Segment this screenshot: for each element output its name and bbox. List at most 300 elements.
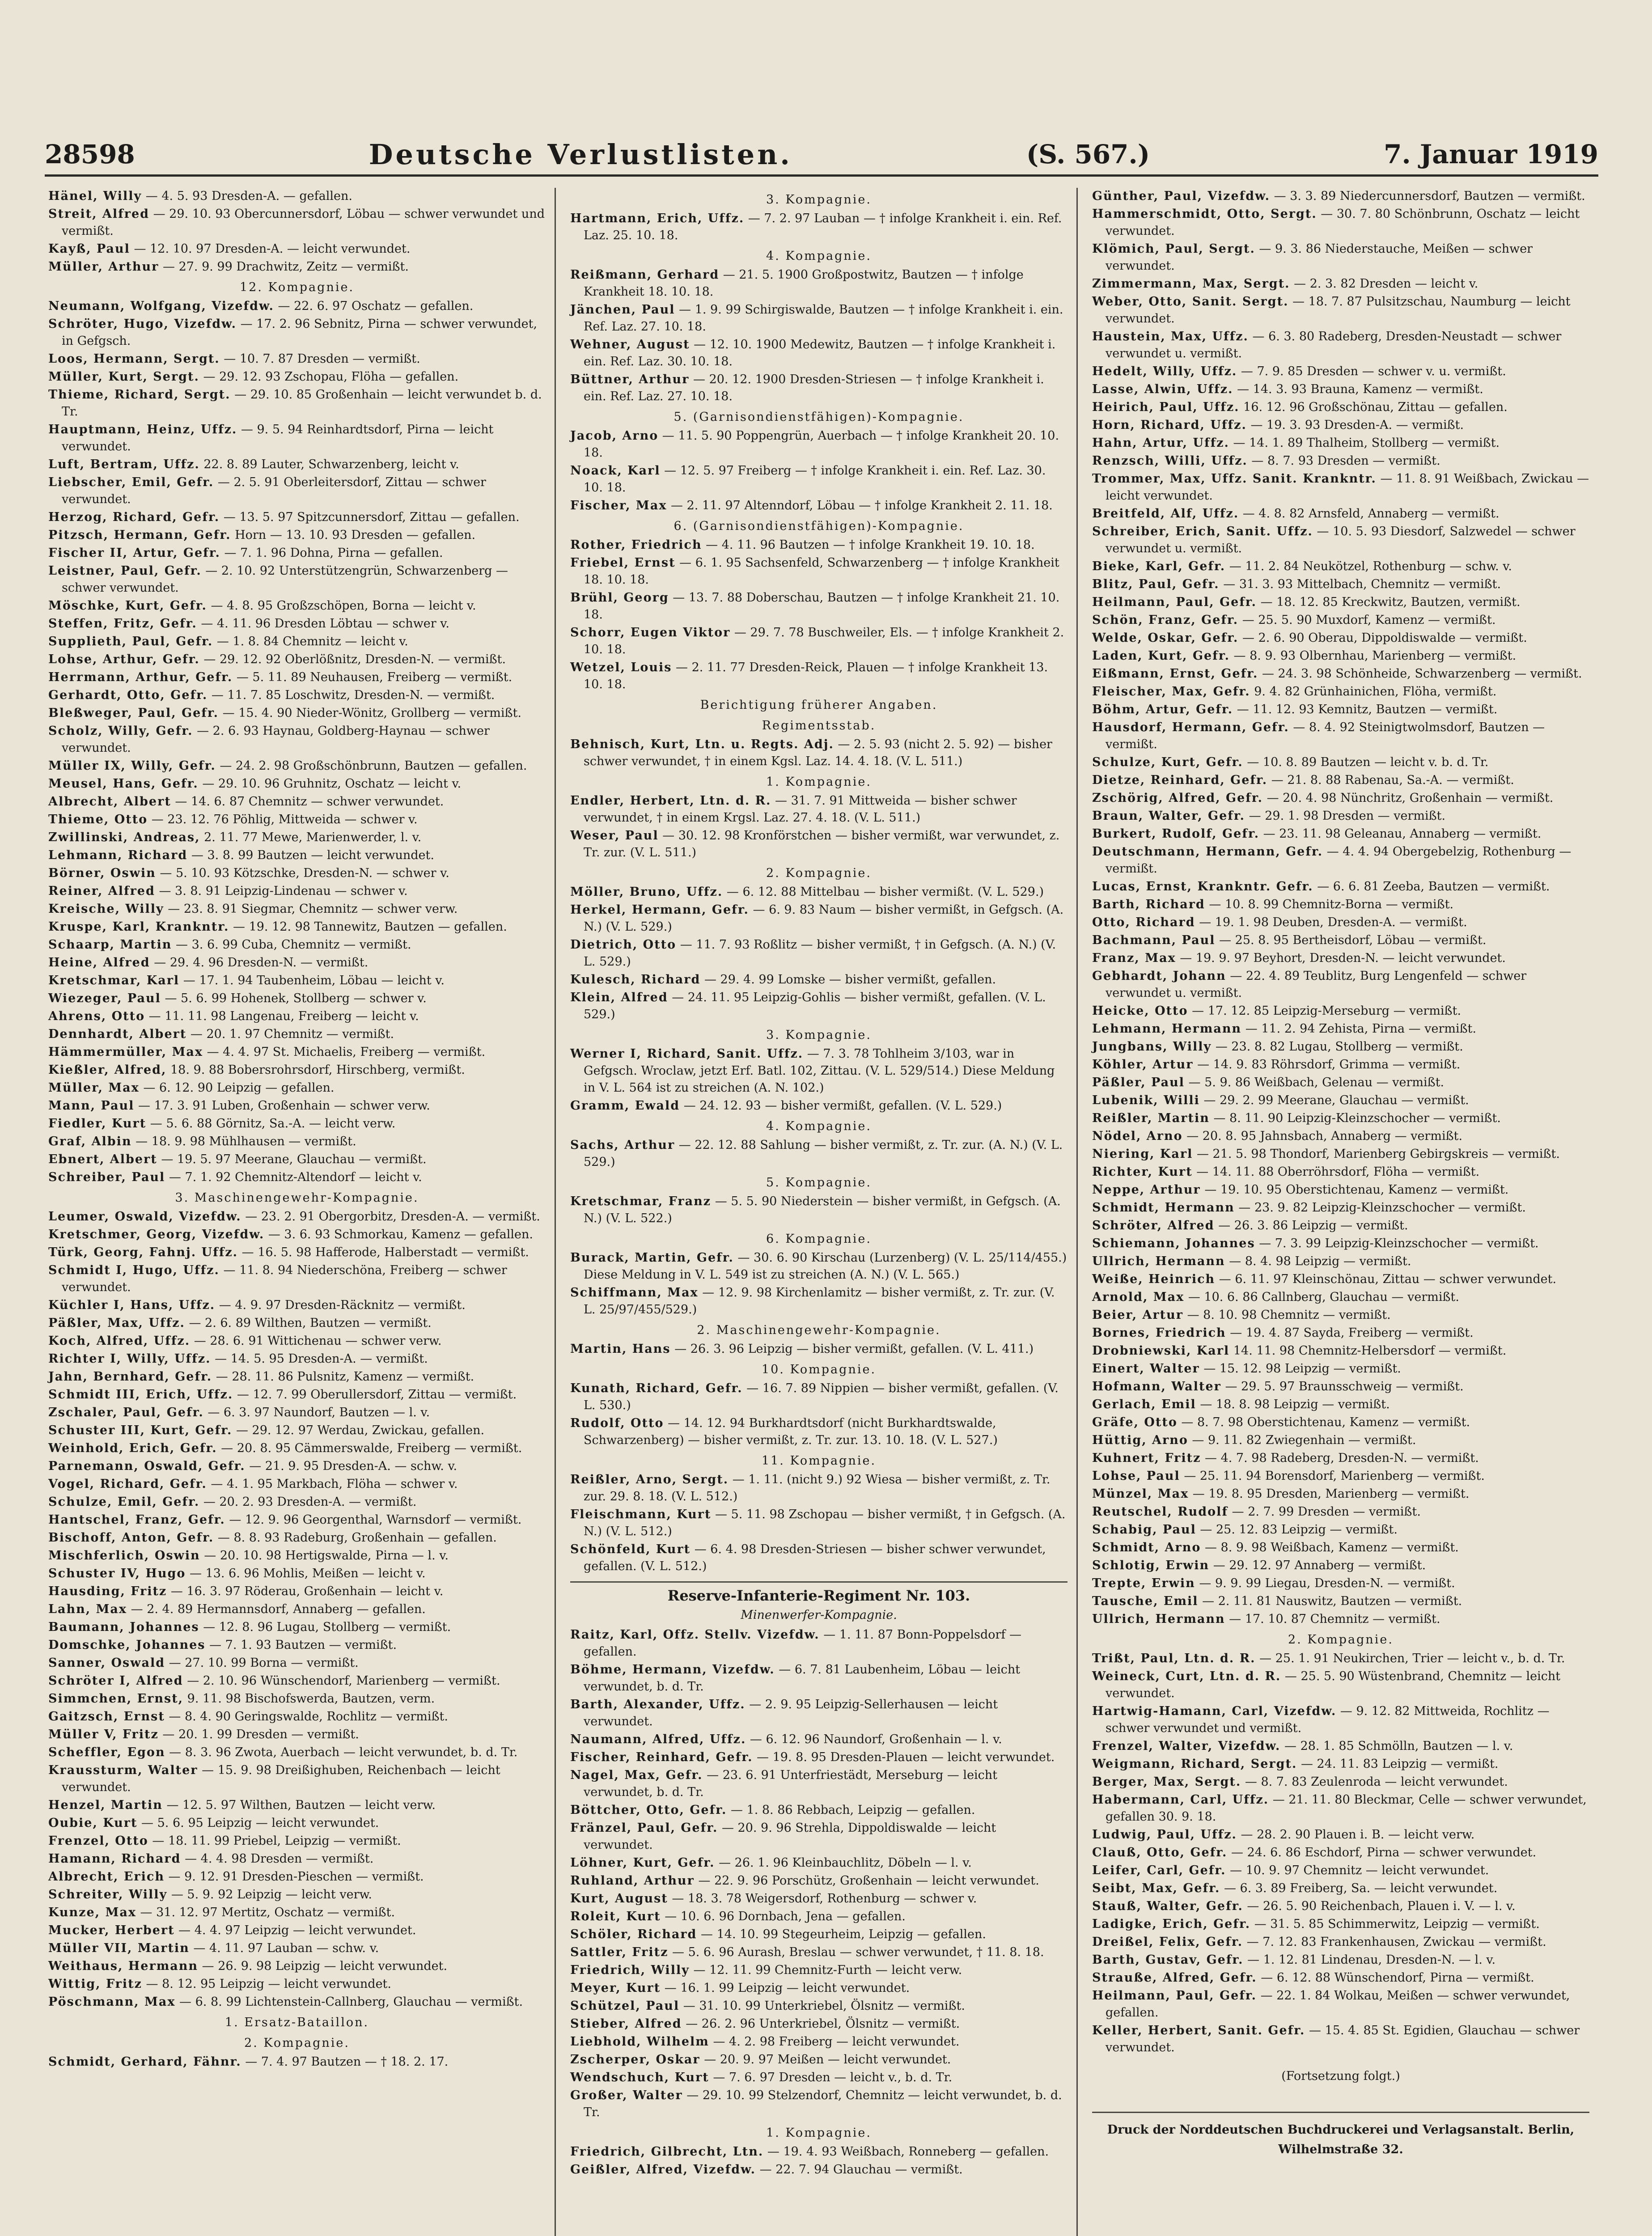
casualty-entry	[48, 1404, 546, 1421]
casualty-name: Schabig, Paul	[1092, 1523, 1196, 1537]
casualty-details: — 2. 4. 89 Hermannsdorf, Annaberg — gefallen.	[127, 1602, 426, 1616]
unit-heading: 11. Kompagnie.	[761, 1454, 877, 1468]
casualty-name: Sattler, Fritz	[570, 1945, 669, 1959]
casualty-entry	[1092, 826, 1589, 843]
casualty-details: — 29. 5. 97 Braunsschweig — vermißt.	[1221, 1380, 1464, 1393]
casualty-name: Richter I, Willy, Uffz.	[48, 1352, 211, 1366]
casualty-details: — 12. 5. 97 Freiberg — † infolge Krankheit i. ein. Ref. Laz. 30. 10. 18.	[584, 464, 1046, 495]
casualty-entry	[48, 597, 546, 614]
casualty-name: Hantschel, Franz, Gefr.	[48, 1513, 225, 1527]
casualty-details: — 20. 8. 95 Jahnsbach, Annaberg — vermißt.	[1182, 1129, 1463, 1143]
casualty-name: Kuhnert, Fritz	[1092, 1451, 1201, 1465]
casualty-name: Herkel, Hermann, Gefr.	[570, 903, 749, 917]
casualty-entry	[570, 736, 1067, 770]
column-2	[567, 188, 1078, 2236]
casualty-details: — 5. 6. 96 Aurash, Breslau — schwer verwundet, † 11. 8. 18.	[668, 1945, 1044, 1959]
casualty-entry	[570, 1944, 1067, 1961]
casualty-entry	[1092, 1916, 1589, 1933]
casualty-name: Franz, Max	[1092, 951, 1176, 965]
casualty-entry	[48, 1851, 546, 1868]
casualty-entry	[48, 1244, 546, 1261]
casualty-details: — 29. 10. 93 Obercunnersdorf, Löbau — schwer verwundet und vermißt.	[62, 207, 545, 238]
casualty-entry	[570, 537, 1067, 554]
casualty-details: — 28. 1. 85 Schmölln, Bautzen — l. v.	[1280, 1739, 1513, 1753]
casualty-details: — 21. 5. 98 Thondorf, Marienberg Gebirgskreis — vermißt.	[1193, 1147, 1560, 1161]
casualty-name: Behnisch, Kurt, Ltn. u. Regts. Adj.	[570, 737, 834, 751]
casualty-entry	[1092, 843, 1589, 877]
casualty-details: — 11. 2. 94 Zehista, Pirna — vermißt.	[1241, 1022, 1477, 1036]
casualty-entry	[48, 1476, 546, 1493]
casualty-entry	[48, 723, 546, 757]
casualty-name: Clauß, Otto, Gefr.	[1092, 1846, 1228, 1859]
casualty-entry	[570, 1046, 1067, 1097]
casualty-name: Reißler, Martin	[1092, 1111, 1210, 1125]
casualty-name: Ruhland, Arthur	[570, 1874, 695, 1888]
casualty-entry	[570, 659, 1067, 693]
casualty-entry	[1092, 275, 1589, 292]
casualty-details: — 22. 9. 96 Porschütz, Großenhain — leicht verwundet.	[694, 1874, 1039, 1888]
casualty-entry	[1092, 1360, 1589, 1377]
casualty-details: — 2. 11. 81 Nauswitz, Bautzen — vermißt.	[1198, 1594, 1462, 1608]
unit-heading: 2. Kompagnie.	[1288, 1633, 1394, 1647]
casualty-name: Bachmann, Paul	[1092, 933, 1216, 947]
casualty-details: — 26. 3. 96 Leipzig — bisher vermißt, gefallen. (V. L. 411.)	[670, 1342, 1034, 1356]
casualty-name: Parnemann, Oswald, Gefr.	[48, 1459, 246, 1473]
casualty-name: Kunath, Richard, Gefr.	[570, 1381, 743, 1395]
casualty-name: Hartwig-Hamann, Carl, Vizefdw.	[1092, 1704, 1337, 1718]
casualty-details: — 20. 9. 96 Strehla, Dippoldiswalde — leicht verwundet.	[584, 1821, 996, 1852]
casualty-name: Baumann, Johannes	[48, 1620, 199, 1634]
casualty-details: — 25. 11. 94 Borensdorf, Marienberg — vermißt.	[1180, 1469, 1485, 1483]
casualty-details: — 16. 3. 97 Röderau, Großenhain — leicht v.	[167, 1584, 444, 1598]
casualty-name: Lubenik, Willi	[1092, 1093, 1200, 1107]
casualty-details: — 24. 3. 98 Schönheide, Schwarzenberg — vermißt.	[1258, 667, 1582, 681]
casualty-name: Sachs, Arthur	[570, 1138, 675, 1152]
casualty-details: — 4. 11. 96 Bautzen — † infolge Krankheit 19. 10. 18.	[702, 538, 1035, 552]
casualty-details: — 28. 6. 91 Wittichenau — schwer verw.	[190, 1334, 442, 1348]
casualty-details: — 6. 1. 95 Sachsenfeld, Schwarzenberg — † infolge Krankheit 18. 10. 18.	[584, 556, 1059, 587]
text-columns	[45, 188, 1598, 2236]
casualty-details: — 12. 10. 97 Dresden-A. — leicht verwundet.	[130, 242, 411, 256]
casualty-entry	[48, 386, 546, 420]
casualty-details: — 2. 10. 92 Unterstützengrün, Schwarzenberg — schwer verwundet.	[62, 564, 508, 595]
casualty-entry	[1092, 1521, 1589, 1538]
casualty-entry	[1092, 1199, 1589, 1216]
casualty-details: — 5. 11. 89 Neuhausen, Freiberg — vermißt.	[233, 670, 513, 684]
casualty-entry	[1092, 1289, 1589, 1306]
casualty-entry	[48, 1368, 546, 1385]
casualty-entry	[48, 1097, 546, 1114]
casualty-entry	[570, 1284, 1067, 1318]
casualty-details: — 11. 11. 98 Langenau, Freiberg — leicht v.	[145, 1009, 419, 1023]
casualty-entry	[570, 336, 1067, 370]
casualty-name: Naumann, Alfred, Uffz.	[570, 1732, 746, 1746]
casualty-details: — 19. 8. 95 Dresden, Marienberg — vermißt.	[1189, 1487, 1470, 1501]
casualty-details: — 12. 9. 98 Kirchenlamitz — bisher vermißt, z. Tr. zur. (V. L. 25/97/455/529.)	[584, 1286, 1055, 1317]
casualty-name: Schuster IV, Hugo	[48, 1567, 186, 1580]
casualty-entry	[1092, 896, 1589, 913]
casualty-details: — 26. 9. 98 Leipzig — leicht verwundet.	[198, 1959, 448, 1973]
casualty-name: Arnold, Max	[1092, 1290, 1185, 1304]
casualty-details: — 16. 5. 98 Hafferode, Halberstadt — vermißt.	[238, 1245, 529, 1259]
casualty-entry	[1092, 328, 1589, 362]
casualty-name: Heine, Alfred	[48, 956, 150, 970]
casualty-details: 16. 12. 96 Großschönau, Zittau — gefallen.	[1239, 400, 1508, 414]
casualty-details: — 27. 9. 99 Drachwitz, Zeitz — vermißt.	[159, 260, 409, 274]
unit-heading: 5. (Garnisondienstfähigen)-Kompagnie.	[674, 410, 964, 424]
casualty-entry	[48, 1797, 546, 1814]
column-1	[45, 188, 556, 2236]
page-number: 28598	[45, 139, 135, 169]
casualty-entry	[48, 206, 546, 240]
casualty-details: — 18. 12. 85 Kreckwitz, Bautzen, vermißt.	[1257, 595, 1521, 609]
casualty-details: — 11. 5. 90 Poppengrün, Auerbach — † infolge Krankheit 20. 10. 18.	[584, 429, 1059, 460]
casualty-details: — 7. 1. 92 Chemnitz-Altendorf — leicht v.	[165, 1170, 422, 1184]
casualty-entry	[570, 1767, 1067, 1801]
casualty-entry	[570, 1926, 1067, 1943]
casualty-details: — 20. 12. 1900 Dresden-Striesen — † infolge Krankheit i. ein. Ref. Laz. 27. 10. 18.	[584, 373, 1044, 403]
casualty-name: Dennhardt, Albert	[48, 1027, 187, 1041]
casualty-name: Schaarp, Martin	[48, 938, 172, 952]
casualty-entry	[570, 827, 1067, 861]
casualty-entry	[48, 1333, 546, 1350]
unit-heading: Regimentsstab.	[762, 719, 876, 733]
casualty-entry	[48, 1494, 546, 1511]
casualty-name: Sanner, Oswald	[48, 1656, 165, 1670]
casualty-name: Ullrich, Hermann	[1092, 1254, 1225, 1268]
unit-heading: 6. (Garnisondienstfähigen)-Kompagnie.	[674, 519, 964, 533]
casualty-entry	[48, 1208, 546, 1225]
unit-heading: 2. Kompagnie.	[766, 866, 872, 880]
casualty-name: Klömich, Paul, Sergt.	[1092, 242, 1255, 256]
casualty-name: Schmidt III, Erich, Uffz.	[48, 1388, 233, 1402]
casualty-name: Fischer II, Artur, Gefr.	[48, 546, 220, 560]
casualty-entry	[1092, 293, 1589, 327]
casualty-details: — 6. 12. 88 Mittelbau — bisher vermißt. (V. L. 529.)	[723, 885, 1044, 899]
casualty-details: — 1. 8. 84 Chemnitz — leicht v.	[213, 635, 408, 648]
casualty-entry	[570, 267, 1067, 301]
casualty-name: Noack, Karl	[570, 464, 661, 478]
casualty-name: Trommer, Max, Uffz. Sanit. Krankntr.	[1092, 472, 1377, 486]
casualty-name: Kruspe, Karl, Krankntr.	[48, 920, 229, 934]
casualty-entry	[48, 847, 546, 864]
casualty-details: — 7. 9. 85 Dresden — schwer v. u. vermißt.	[1237, 364, 1506, 378]
casualty-name: Horn, Richard, Uffz.	[1092, 418, 1247, 432]
unit-heading: 10. Kompagnie.	[761, 1363, 877, 1376]
casualty-details: — 21. 11. 80 Bleckmar, Celle — schwer verwundet, gefallen 30. 9. 18.	[1106, 1793, 1587, 1824]
casualty-entry	[570, 2069, 1067, 2086]
casualty-entry	[1092, 1668, 1589, 1702]
casualty-entry	[48, 1262, 546, 1296]
casualty-details: — 27. 10. 99 Borna — vermißt.	[165, 1656, 359, 1670]
casualty-entry	[48, 775, 546, 792]
casualty-entry	[570, 1415, 1067, 1449]
casualty-entry	[48, 1008, 546, 1025]
casualty-details: — 2. 9. 95 Leipzig-Sellerhausen — leicht verwundet.	[584, 1698, 998, 1728]
casualty-entry	[1092, 1003, 1589, 1020]
casualty-entry	[48, 1922, 546, 1939]
casualty-entry	[1092, 1880, 1589, 1897]
casualty-entry	[48, 1422, 546, 1439]
casualty-entry	[1092, 1056, 1589, 1073]
casualty-details: — 1. 8. 86 Rebbach, Leipzig — gefallen.	[727, 1803, 975, 1817]
casualty-details: — 2. 5. 93 (nicht 2. 5. 92) — bisher schwer verwundet, † in einem Kgsl. Laz. 14. 4. 18. (V. L. 511.)	[584, 737, 1052, 768]
casualty-entry	[1092, 594, 1589, 611]
casualty-details: — 19. 10. 95 Oberstichtenau, Kamenz — vermißt.	[1200, 1183, 1509, 1197]
casualty-details: — 26. 3. 86 Leipzig — vermißt.	[1214, 1219, 1408, 1232]
casualty-name: Breitfeld, Alf, Uffz.	[1092, 507, 1239, 521]
casualty-entry	[48, 1297, 546, 1314]
casualty-details: — 15. 9. 98 Dreißighuben, Reichenbach — leicht verwundet.	[62, 1763, 500, 1794]
casualty-name: Otto, Richard	[1092, 915, 1195, 929]
casualty-details: — 29. 12. 93 Zschopau, Flöha — gefallen.	[199, 370, 459, 384]
casualty-entry	[48, 1744, 546, 1761]
casualty-details: — 19. 9. 97 Beyhort, Dresden-N. — leicht verwundet.	[1176, 951, 1506, 965]
casualty-details: — 2. 5. 91 Oberleitersdorf, Zittau — schwer verwundet.	[62, 475, 486, 506]
casualty-name: Hausding, Fritz	[48, 1584, 167, 1598]
casualty-entry	[48, 633, 546, 650]
casualty-details: 22. 8. 89 Lauter, Schwarzenberg, leicht v.	[199, 457, 459, 471]
casualty-entry	[48, 1994, 546, 2011]
casualty-entry	[1092, 1021, 1589, 1038]
casualty-entry	[570, 989, 1067, 1023]
casualty-entry	[570, 1749, 1067, 1766]
casualty-details: — 22. 7. 94 Glauchau — vermißt.	[756, 2163, 963, 2177]
company-subheading: Minenwerfer-Kompagnie.	[741, 1608, 897, 1622]
casualty-entry	[1092, 808, 1589, 825]
unit-heading: 3. Kompagnie.	[766, 1028, 872, 1042]
casualty-details: — 31. 12. 97 Mertitz, Oschatz — vermißt.	[136, 1906, 395, 1919]
casualty-name: Lahn, Max	[48, 1602, 127, 1616]
casualty-details: — 24. 12. 93 — bisher vermißt, gefallen. (V. L. 529.)	[680, 1099, 1002, 1113]
casualty-details: — 7. 1. 96 Dohna, Pirna — gefallen.	[220, 546, 443, 560]
casualty-entry	[48, 883, 546, 900]
casualty-entry	[1092, 1934, 1589, 1951]
casualty-details: — 8. 4. 92 Steinigtwolmsdorf, Bautzen — vermißt.	[1106, 720, 1545, 751]
casualty-name: Kunze, Max	[48, 1906, 136, 1919]
casualty-details: — 4. 7. 98 Radeberg, Dresden-N. — vermißt.	[1201, 1451, 1479, 1465]
casualty-details: — 28. 11. 86 Pulsnitz, Kamenz — vermißt.	[212, 1370, 474, 1384]
casualty-entry	[48, 545, 546, 562]
casualty-details: — 4. 8. 82 Arnsfeld, Annaberg — vermißt.	[1239, 507, 1500, 521]
casualty-name: Frenzel, Walter, Vizefdw.	[1092, 1739, 1281, 1753]
casualty-name: Hämmermüller, Max	[48, 1045, 203, 1059]
casualty-entry	[570, 1341, 1067, 1358]
casualty-entry	[48, 1062, 546, 1079]
casualty-name: Lohse, Arthur, Gefr.	[48, 652, 200, 666]
column-3	[1089, 188, 1598, 2236]
casualty-entry	[1092, 1898, 1589, 1915]
casualty-name: Ahrens, Otto	[48, 1009, 145, 1023]
casualty-name: Dietze, Reinhard, Gefr.	[1092, 773, 1268, 787]
casualty-name: Schiemann, Johannes	[1092, 1237, 1255, 1250]
casualty-details: — 12. 7. 99 Oberullersdorf, Zittau — vermißt.	[233, 1388, 517, 1402]
casualty-details: — 4. 9. 97 Dresden-Räcknitz — vermißt.	[215, 1298, 466, 1312]
casualty-name: Weiße, Heinrich	[1092, 1272, 1216, 1286]
casualty-details: — 29. 12. 92 Oberlößnitz, Dresden-N. — vermißt.	[199, 652, 506, 666]
casualty-name: Kretschmer, Georg, Vizefdw.	[48, 1228, 265, 1241]
casualty-name: Neumann, Wolfgang, Vizefdw.	[48, 299, 274, 313]
casualty-entry	[570, 2051, 1067, 2068]
casualty-name: Ludwig, Paul, Uffz.	[1092, 1828, 1237, 1842]
casualty-entry	[48, 1026, 546, 1043]
casualty-details: — 1. 9. 99 Schirgiswalde, Bautzen — † infolge Krankheit i. ein. Ref. Laz. 27. 10. 18.	[584, 303, 1063, 334]
casualty-details: — 29. 10. 96 Gruhnitz, Oschatz — leicht v.	[198, 777, 462, 791]
casualty-details: — 21. 5. 1900 Großpostwitz, Bautzen — † infolge Krankheit 18. 10. 18.	[584, 268, 1024, 299]
casualty-details: — 9. 11. 82 Zwiegenhain — vermißt.	[1188, 1433, 1416, 1447]
casualty-name: Trepte, Erwin	[1092, 1576, 1195, 1590]
casualty-entry	[1092, 1164, 1589, 1181]
casualty-entry	[1092, 1844, 1589, 1861]
casualty-name: Müller, Kurt, Sergt.	[48, 370, 199, 384]
casualty-name: Leumer, Oswald, Vizefdw.	[48, 1210, 241, 1224]
casualty-entry	[570, 2143, 1067, 2160]
casualty-details: — 23. 12. 76 Pöhlig, Mittweida — schwer v.	[148, 813, 418, 826]
casualty-name: Nagel, Max, Gefr.	[570, 1768, 703, 1782]
casualty-details: — 14. 10. 99 Stegeurheim, Leipzig — gefallen.	[697, 1927, 986, 1941]
casualty-details: — 13. 5. 97 Spitzcunnersdorf, Zittau — gefallen.	[220, 510, 520, 524]
unit-heading: Berichtigung früherer Angaben.	[700, 698, 938, 712]
casualty-entry	[1092, 1342, 1589, 1359]
casualty-details: — 8. 7. 83 Zeulenroda — leicht verwundet.	[1241, 1775, 1508, 1789]
casualty-details: — 7. 3. 99 Leipzig-Kleinzschocher — vermißt.	[1255, 1237, 1539, 1250]
casualty-name: Türk, Georg, Fahnj. Uffz.	[48, 1245, 238, 1259]
casualty-entry	[570, 555, 1067, 589]
casualty-details: — 4. 2. 98 Freiberg — leicht verwundet.	[709, 2035, 960, 2049]
casualty-entry	[48, 456, 546, 473]
casualty-entry	[48, 509, 546, 526]
casualty-entry	[1092, 1038, 1589, 1055]
casualty-details: — 23. 11. 98 Geleanau, Annaberg — vermißt.	[1259, 827, 1542, 841]
casualty-name: Mucker, Herbert	[48, 1923, 175, 1937]
casualty-details: — 2. 6. 90 Oberau, Dippoldiswalde — vermißt.	[1238, 631, 1527, 645]
casualty-name: Strauße, Alfred, Gefr.	[1092, 1971, 1257, 1985]
unit-heading: 2. Kompagnie.	[244, 2036, 350, 2050]
casualty-name: Friedrich, Willy	[570, 1963, 690, 1977]
casualty-details: — 7. 6. 97 Dresden — leicht v., b. d. Tr.	[709, 2071, 953, 2084]
casualty-details: — 19. 1. 98 Deuben, Dresden-A. — vermißt.	[1195, 915, 1467, 929]
casualty-entry	[570, 1908, 1067, 1925]
casualty-details: — 8. 3. 96 Zwota, Auerbach — leicht verwundet, b. d. Tr.	[165, 1745, 518, 1759]
casualty-details: — 12. 5. 97 Wilthen, Bautzen — leicht verw.	[162, 1798, 436, 1812]
casualty-details: — 21. 8. 88 Rabenau, Sa.-A. — vermißt.	[1267, 773, 1514, 787]
casualty-entry	[570, 1471, 1067, 1505]
casualty-entry	[1092, 630, 1589, 647]
casualty-entry	[570, 971, 1067, 988]
casualty-entry	[1092, 1182, 1589, 1198]
casualty-name: Graf, Albin	[48, 1135, 132, 1148]
casualty-entry	[1092, 968, 1589, 1002]
printer-imprint: Druck der Norddeutschen Buchdruckerei und Verlagsanstalt. Berlin, Wilhelmstraße 32.	[1092, 2112, 1589, 2160]
casualty-details: — 5. 5. 90 Niederstein — bisher vermißt, in Gefgsch. (A. N.) (V. L. 522.)	[584, 1194, 1061, 1225]
casualty-details: — 24. 2. 98 Großschönbrunn, Bautzen — gefallen.	[216, 759, 527, 773]
casualty-details: — 17. 1. 94 Taubenheim, Löbau — leicht v.	[179, 974, 445, 987]
casualty-details: — 12. 10. 1900 Medewitz, Bautzen — † infolge Krankheit i. ein. Ref. Laz. 30. 10. 18.	[584, 338, 1056, 368]
casualty-entry	[48, 1868, 546, 1885]
casualty-entry	[1092, 1074, 1589, 1091]
casualty-details: — 23. 6. 91 Unterfriestädt, Merseburg — leicht verwundet, b. d. Tr.	[584, 1768, 998, 1799]
casualty-details: — 7. 1. 93 Bautzen — vermißt.	[205, 1638, 397, 1652]
casualty-entry	[1092, 381, 1589, 398]
casualty-entry	[570, 1541, 1067, 1575]
casualty-details: — 6. 12. 90 Leipzig — gefallen.	[139, 1081, 335, 1095]
casualty-entry	[1092, 719, 1589, 753]
unit-heading: 1. Kompagnie.	[766, 775, 872, 789]
casualty-name: Friebel, Ernst	[570, 556, 676, 570]
casualty-entry	[48, 563, 546, 597]
casualty-details: — 6. 8. 99 Lichtenstein-Callnberg, Glauchau — vermißt.	[175, 1995, 523, 2009]
casualty-entry	[1092, 1307, 1589, 1324]
casualty-name: Steffen, Fritz, Gefr.	[48, 617, 197, 631]
casualty-entry	[1092, 2022, 1589, 2056]
casualty-details: 18. 9. 88 Bobersrohrsdorf, Hirschberg, vermißt.	[166, 1063, 465, 1077]
casualty-details: — 17. 10. 87 Chemnitz — vermißt.	[1225, 1612, 1440, 1626]
casualty-name: Ebnert, Albert	[48, 1152, 157, 1166]
casualty-details: — 1. 11. (nicht 9.) 92 Wiesa — bisher vermißt, z. Tr. zur. 29. 8. 18. (V. L. 512.)	[584, 1473, 1051, 1503]
casualty-details: — 17. 2. 96 Sebnitz, Pirna — schwer verwundet, in Gefgsch.	[62, 317, 538, 348]
casualty-details: — 5. 6. 88 Görnitz, Sa.-A. — leicht verw.	[146, 1117, 396, 1131]
casualty-entry	[48, 1351, 546, 1368]
casualty-name: Gerlach, Emil	[1092, 1398, 1196, 1411]
casualty-name: Barth, Richard	[1092, 898, 1205, 911]
casualty-entry	[1092, 241, 1589, 275]
casualty-entry	[1092, 1432, 1589, 1449]
casualty-name: Martin, Hans	[570, 1342, 671, 1356]
casualty-name: Schmidt I, Hugo, Uffz.	[48, 1263, 220, 1277]
casualty-name: Albrecht, Erich	[48, 1870, 165, 1884]
casualty-name: Meusel, Hans, Gefr.	[48, 777, 199, 791]
unit-heading: 5. Kompagnie.	[766, 1176, 872, 1190]
casualty-name: Liebhold, Wilhelm	[570, 2035, 709, 2049]
casualty-name: Ladigke, Erich, Gefr.	[1092, 1917, 1251, 1931]
casualty-details: — 28. 2. 90 Plauen i. B. — leicht verw.	[1237, 1828, 1475, 1842]
casualty-name: Loos, Hermann, Sergt.	[48, 352, 220, 366]
casualty-name: Kretschmar, Franz	[570, 1194, 712, 1208]
casualty-entry	[48, 1226, 546, 1243]
casualty-name: Hofmann, Walter	[1092, 1380, 1221, 1393]
casualty-name: Hausdorf, Hermann, Gefr.	[1092, 720, 1289, 734]
casualty-name: Albrecht, Albert	[48, 795, 171, 809]
casualty-name: Hauptmann, Heinz, Uffz.	[48, 423, 237, 436]
casualty-name: Endler, Herbert, Ltn. d. R.	[570, 794, 771, 808]
casualty-details: — 29. 10. 99 Stelzendorf, Chemnitz — leicht verwundet, b. d. Tr.	[584, 2088, 1062, 2119]
casualty-details: — 10. 8. 89 Bautzen — leicht v. b. d. Tr.	[1243, 755, 1489, 769]
casualty-name: Bornes, Friedrich	[1092, 1326, 1226, 1340]
casualty-details: — 14. 9. 83 Röhrsdorf, Grimma — vermißt.	[1193, 1058, 1461, 1071]
casualty-entry	[570, 1980, 1067, 1997]
casualty-entry	[1092, 1110, 1589, 1127]
casualty-details: — 15. 12. 98 Leipzig — vermißt.	[1199, 1362, 1401, 1376]
casualty-entry	[570, 210, 1067, 244]
casualty-details: — 24. 6. 86 Eschdorf, Pirna — schwer verwundet.	[1227, 1846, 1537, 1859]
casualty-entry	[1092, 665, 1589, 682]
casualty-name: Hänel, Willy	[48, 189, 142, 203]
casualty-details: — 7. 4. 97 Bautzen — † 18. 2. 17.	[241, 2055, 449, 2069]
casualty-name: Wiezeger, Paul	[48, 991, 161, 1005]
casualty-name: Hartmann, Erich, Uffz.	[570, 212, 745, 225]
casualty-entry	[570, 2161, 1067, 2178]
casualty-details: — 8. 9. 98 Weißbach, Kamenz — vermißt.	[1201, 1541, 1459, 1554]
casualty-name: Weigmann, Richard, Sergt.	[1092, 1757, 1297, 1771]
casualty-name: Päßler, Paul	[1092, 1076, 1185, 1089]
casualty-entry	[1092, 790, 1589, 807]
casualty-details: 14. 11. 98 Chemnitz-Helbersdorf — vermißt.	[1229, 1344, 1507, 1358]
casualty-details: — 30. 6. 90 Kirschau (Lurzenberg) (V. L. 25/114/455.) Diese Meldung in V. L. 549 ist zu streichen (A. N.) (V. L. 565.)	[584, 1251, 1067, 1282]
casualty-name: Kulesch, Richard	[570, 973, 701, 987]
casualty-entry	[48, 1762, 546, 1796]
casualty-entry	[48, 1673, 546, 1690]
casualty-name: Koch, Alfred, Uffz.	[48, 1334, 191, 1348]
